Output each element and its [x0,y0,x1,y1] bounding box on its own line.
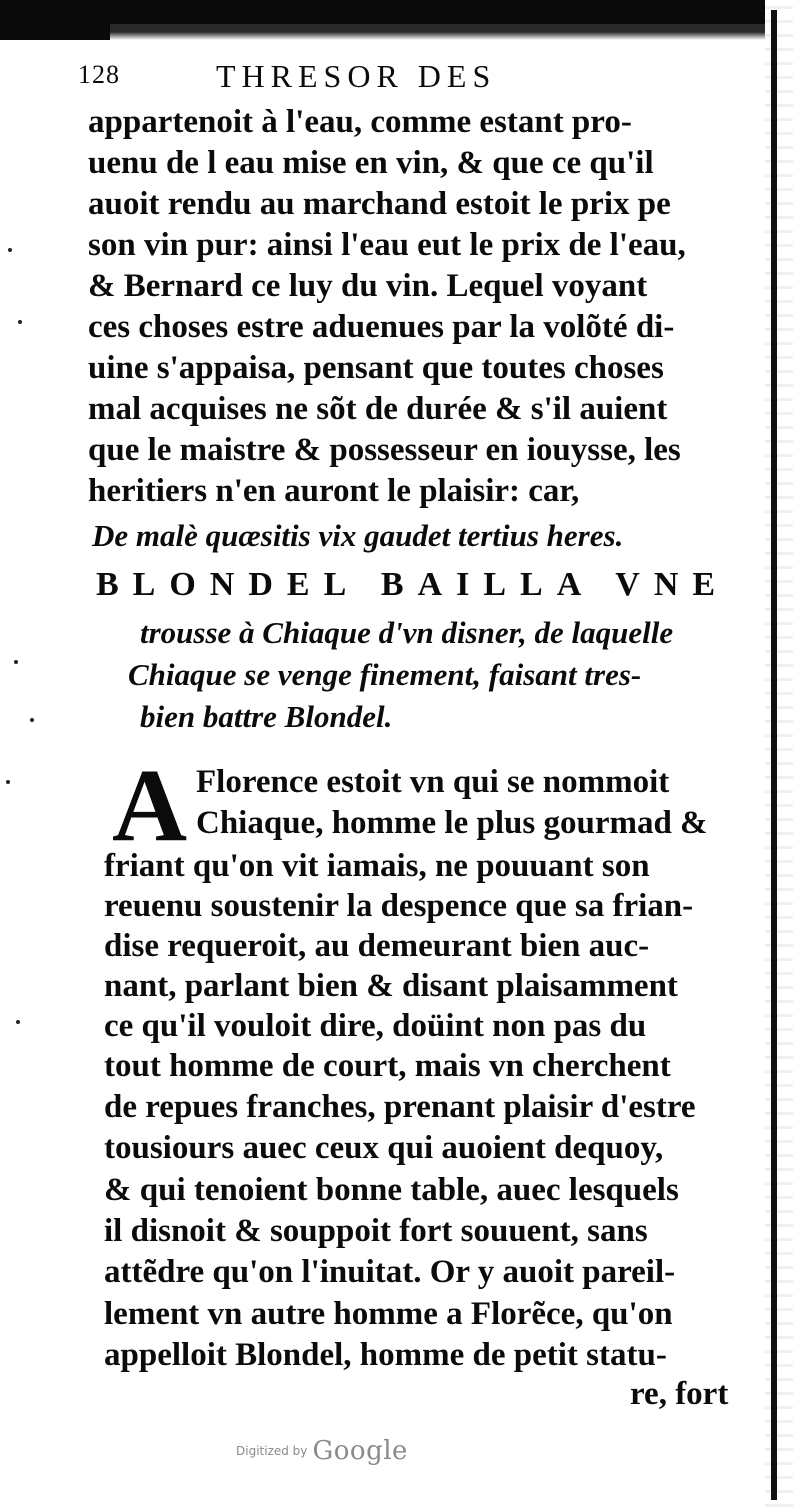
page-top-border [0,0,793,40]
speck [14,660,18,664]
latin-quote: De malè quæsitis vix gaudet tertius heres. [92,518,624,553]
text-line: uine s'appaisa, pensant que toutes choses [88,350,664,386]
watermark-prefix: Digitized by [236,1444,308,1458]
speck [8,248,12,252]
text-line: & Bernard ce luy du vin. Lequel voyant [88,268,648,304]
text-line: nant, parlant bien & disant plaisamment [104,968,678,1004]
text-line: auoit rendu au marchand estoit le prix pe [88,186,671,222]
text-line: que le maistre & possesseur en iouysse, les [88,432,681,468]
text-line: son vin pur: ainsi l'eau eut le prix de l'eau, [88,227,686,263]
text-line: de repues franches, prenant plaisir d'estre [104,1089,696,1125]
text-line: appelloit Blondel, homme de petit statu- [104,1337,667,1373]
text-line: ces choses estre aduenues par la volõté di- [88,309,675,345]
running-head: THRESOR DES [216,58,497,94]
text-line: il disnoit & souppoit fort souuent, sans [104,1213,648,1249]
text-line: tout homme de court, mais vn cherchent [104,1048,671,1084]
text-line: mal acquises ne sõt de durée & s'il auient [88,391,668,427]
text-line: ce qu'il vouloit dire, doüint non pas du [104,1008,647,1044]
catchword: re, fort [630,1376,729,1412]
edge-rule [771,10,777,1500]
text-line: appartenoit à l'eau, comme estant pro- [88,104,632,140]
text-line: tousiours auec ceux qui auoient dequoy, [104,1130,664,1166]
digitization-watermark [236,1436,408,1466]
text-line: heritiers n'en auront le plaisir: car, [88,473,580,509]
drop-cap: A [112,748,188,863]
text-line: & qui tenoient bonne table, auec lesquels [104,1172,679,1208]
watermark-brand: Google [312,1436,408,1466]
text-line: Florence estoit vn qui se nommoit [196,764,670,800]
text-line: uenu de l eau mise en vin, & que ce qu'il [88,145,654,181]
text-line: friant qu'on vit iamais, ne pouuant son [104,848,650,884]
page-header [78,58,728,98]
text-line: Chiaque, homme le plus gourmad & [196,805,708,841]
summary-line: bien battre Blondel. [140,699,393,734]
speck [30,718,34,722]
speck [16,1020,20,1024]
speck [18,320,22,324]
text-line: reuenu soustenir la despence que sa frian- [104,888,694,924]
summary-line: Chiaque se venge finement, faisant tres- [128,657,642,692]
chapter-heading: BLONDEL BAILLA VNE [96,566,730,603]
page-number: 128 [78,60,120,89]
left-margin-specks [0,0,30,1512]
text-line: attẽdre qu'on l'inuitat. Or y auoit pareil- [104,1254,676,1290]
text-line: dise requeroit, au demeurant bien auc- [104,928,650,964]
summary-line: trousse à Chiaque d'vn disner, de laquelle [140,615,674,650]
text-line: lement vn autre homme a Florẽce, qu'on [104,1296,673,1332]
page-right-edge [765,0,793,1512]
speck [6,780,10,784]
